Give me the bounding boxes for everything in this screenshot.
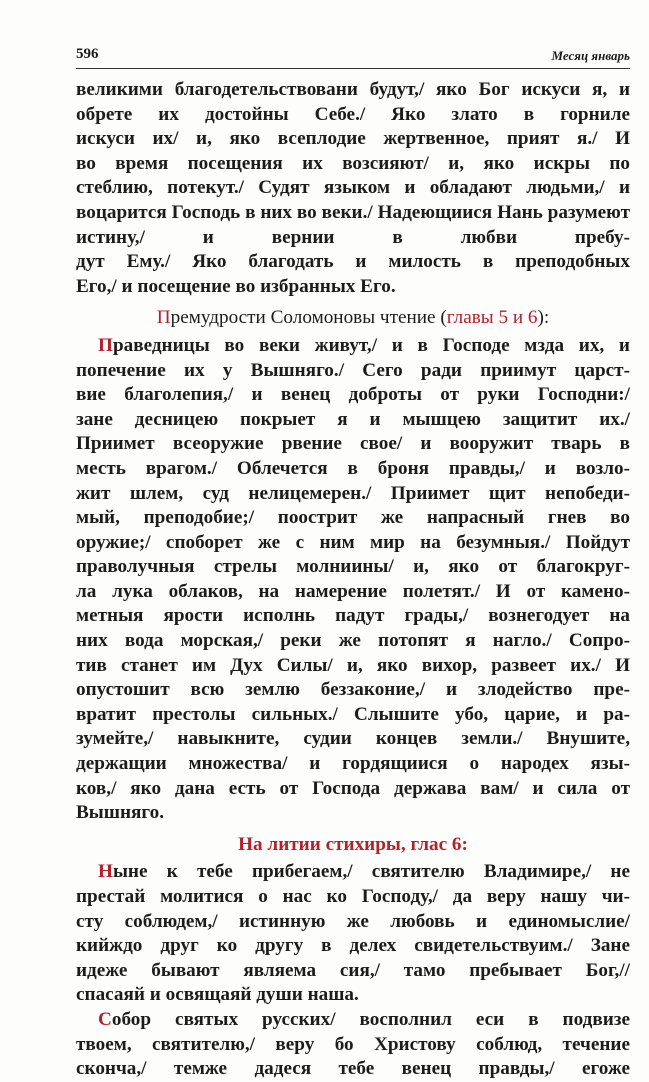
heading-title-rest: ремудрости Соломоновы чтение [170,307,441,329]
text-line: во время посещения их возсияют/ и, яко искры по [76,152,630,174]
text-line: искуси их/ и, яко всеплодие жертвенное, прият я./ И [76,128,630,150]
text-line: оружие;/ споборет же с ним мир на безумныя./ Пойдут [76,531,630,553]
text-line: сконча,/ темже дадеся тебе венец правды,/ егоже [76,1058,630,1080]
book-page [76,40,630,1082]
text-line: Вышняго. [76,802,165,824]
text-line: сту соблюдем,/ истинную же любовь и единомыслие/ [76,910,630,932]
text-line: них вода морская,/ реки же потопят я нагло./ Сопро- [76,630,630,652]
text-line: тив станет им Дух Силы/ и, яко вихор, развеет их./ И [76,654,630,676]
red-initial: П [98,334,113,356]
text-line: стеблию, потекут./ Судят языком и обладают людьми,/ и воцарится Господь в них во веки./ Надеющиися Нань разумеют истину,/ и вернии в любви пребу- [76,177,630,248]
running-head: Месяц январь [551,48,630,63]
text-line: великими благодетельствовани будут,/ яко Бог искуси я, и обрете их достойны Себе./ Яко злато в горниле [76,79,630,125]
page-number: 596 [76,46,99,62]
text-line: Приимет всеоружие рвение свое/ и вооружит тварь в [76,433,630,455]
text-line: ла лука облаков, на намерение полетят./ И от камено- [76,580,630,602]
paragraph-continuation [76,78,630,299]
ref-close: ): [537,307,550,329]
sticheron-paragraph-2 [76,1008,630,1082]
red-initial: С [98,1008,112,1030]
body-text [76,78,630,1082]
text-line: месть врагом./ Облечется в броня правды,/ и возло- [76,457,630,479]
text-line-first: Праведницы во веки живут,/ и в Господе мзда их, и [98,334,630,356]
text-line: попечение их у Вышняго./ Сего ради приимут царст- [76,359,630,381]
text-line: кийждо друг ко другу в делех свидетельствуим./ Зане [76,935,630,957]
text-line: опустошит всю землю беззаконие,/ и злодейство пре- [76,679,630,701]
stichera-heading: На литии стихиры, глас 6: [238,833,468,855]
text-line: твоем, святителю,/ веру бо Христову соблюд, течение [76,1033,630,1055]
text-line: зумейте,/ навыкните, судии концев земли./ Внушите, [76,728,630,750]
text-line: спасаяй и освящаяй души наша. [76,984,359,1006]
text-line: жит шлем, суд нелицемерен./ Приимет щит непобеди- [76,482,630,504]
text-line: Его,/ и посещение во избранных Его. [76,275,396,297]
text-line-first: Ныне к тебе прибегаем,/ святителю Владимире,/ не [98,861,630,883]
text-line: мый, преподобие;/ поострит же напрасный гнев во [76,507,630,529]
sticheron-paragraph-1 [76,860,630,1008]
red-initial: Н [98,861,113,883]
text-line: зане десницею покрыет я и мышцею защитит их./ [76,408,630,430]
text-line: держащии множества/ и гордящиися о народех язы- [76,753,630,775]
reading-paragraph [76,334,630,826]
heading-initial: П [156,307,171,329]
text-line: дут Ему./ Яко благодать и милость в преподобных [76,251,630,273]
scripture-reference: главы 5 и 6 [446,307,538,329]
reading-heading [76,306,630,331]
text-line: праволучныя стрелы молниины/ и, яко от благокруг- [76,556,630,578]
text-line-first: Собор святых русских/ восполнил еси в подвизе [98,1008,630,1030]
page-header [76,40,630,69]
ref-open: ( [440,307,447,329]
text-line: вие благолепия,/ и венец доброты от руки Господни:/ [76,384,630,406]
text-line: престай молитися о нас ко Господу,/ да веру нашу чи- [76,886,630,907]
text-line: вратит престолы сильных./ Слышите убо, царие, и ра- [76,703,630,725]
text-line: идеже бывают являема сия,/ тамо пребывает Бог,// [76,959,630,981]
text-line: метныя ярости исполнь падут грады,/ вознегодует на [76,605,630,627]
text-line: ков,/ яко дана есть от Господа держава вам/ и сила от [76,777,630,799]
